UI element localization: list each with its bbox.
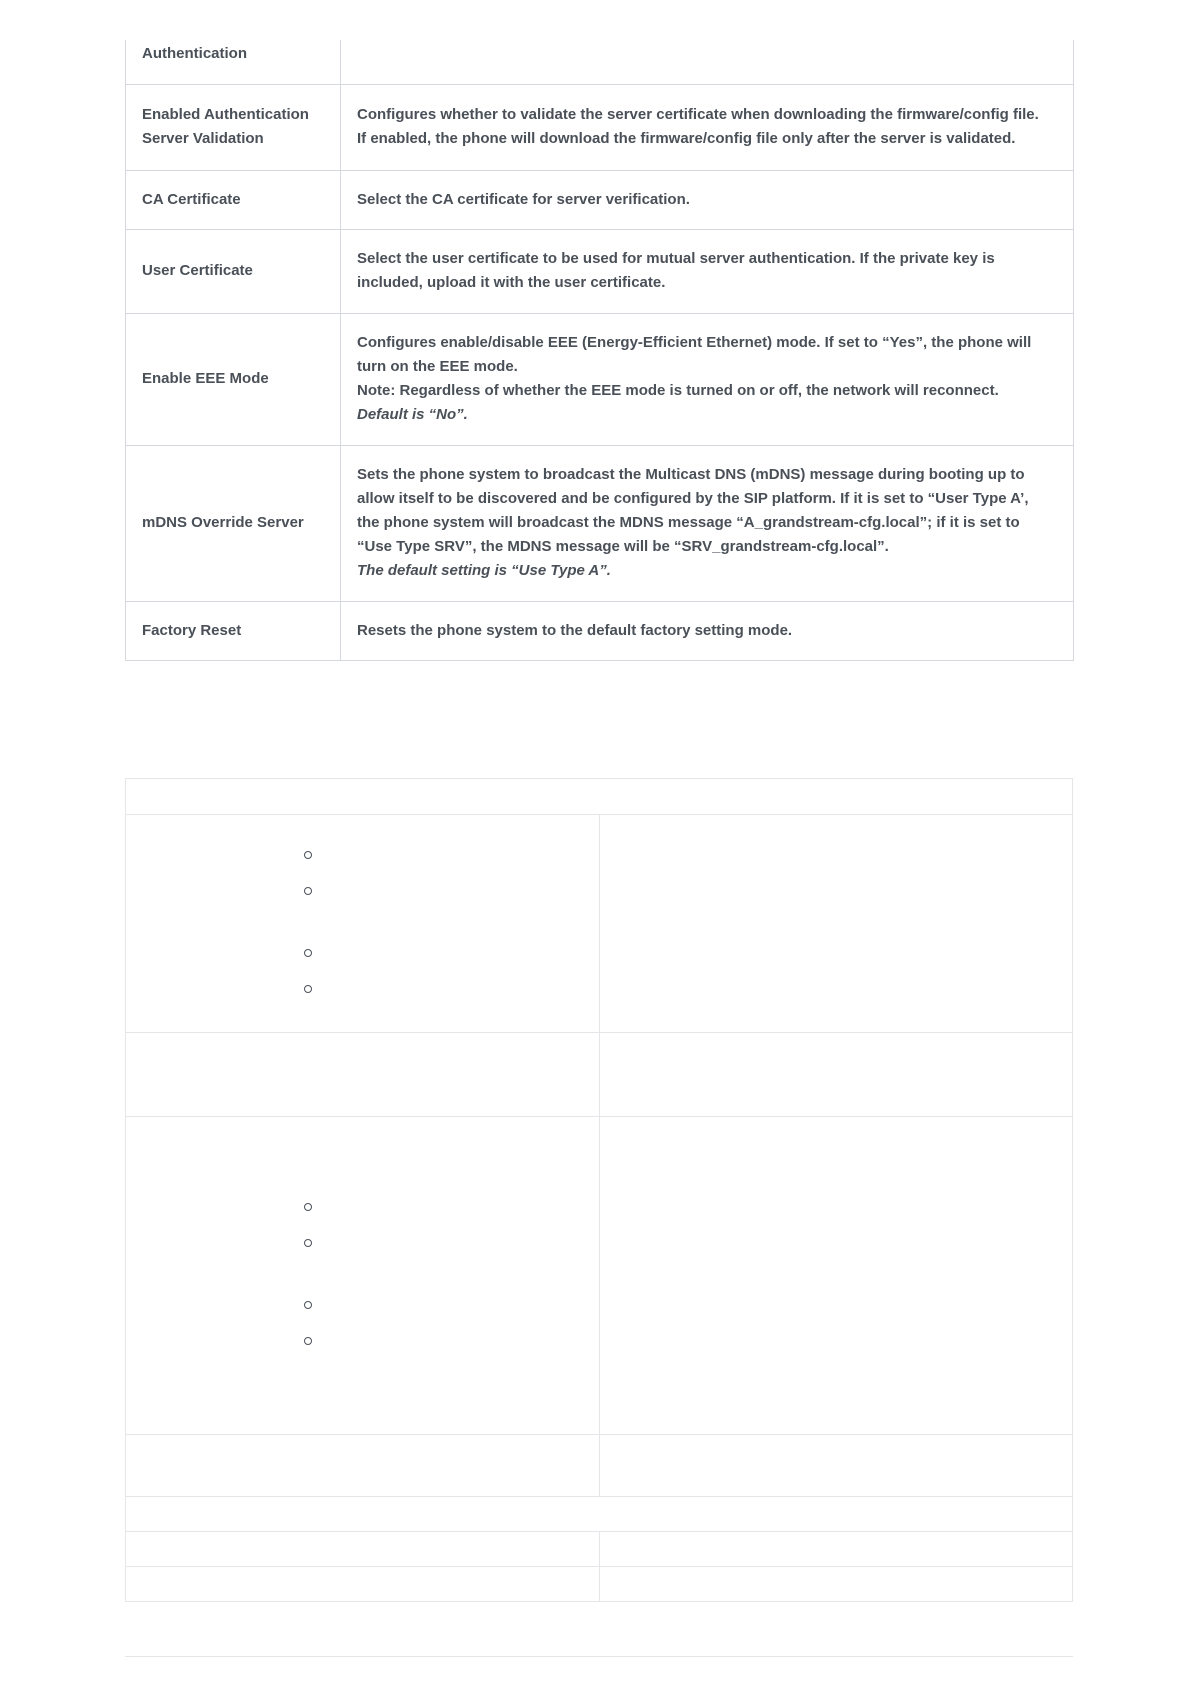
list-bullet-icon [304, 1203, 312, 1211]
footer-divider [125, 1656, 1073, 1657]
table-cell [599, 1567, 1073, 1602]
table-cell [599, 1532, 1073, 1567]
table-row [126, 815, 1073, 1033]
setting-description [341, 40, 1074, 84]
table-cell [126, 815, 600, 1033]
table-cell [599, 1117, 1073, 1435]
setting-description: Resets the phone system to the default factory setting mode. [341, 601, 1074, 660]
table-row [126, 601, 1074, 660]
list-bullet-icon [304, 985, 312, 993]
table-cell [126, 1567, 600, 1602]
setting-description: Sets the phone system to broadcast the Multicast DNS (mDNS) message during booting up to allow itself to be discovered and be configured by the SIP platform. If it is set to “User Type A’, the phone system will broadcast the MDNS message “A_grandstream-cfg.local”; if it is set to “Use Type SRV”, the MDNS message will be “SRV_grandstream-cfg.local”. The default setting is “Use Type A”. [341, 445, 1074, 601]
list-bullet-icon [304, 1337, 312, 1345]
table-row [126, 1033, 1073, 1117]
table-section-cell [126, 1497, 1073, 1532]
setting-label: Factory Reset [126, 601, 341, 660]
setting-label: Enable EEE Mode [126, 313, 341, 445]
table-row [126, 1117, 1073, 1435]
setting-label: Authentication [126, 40, 341, 84]
table-cell [126, 1117, 600, 1435]
table-row [126, 170, 1074, 229]
list-bullet-icon [304, 949, 312, 957]
setting-description: Select the user certificate to be used for mutual server authentication. If the private key is included, upload it with the user certificate. [341, 229, 1074, 313]
setting-label: CA Certificate [126, 170, 341, 229]
table-header-cell [126, 779, 1073, 815]
table-row [126, 84, 1074, 170]
table-row [126, 313, 1074, 445]
setting-description: Configures whether to validate the server certificate when downloading the firmware/config file. If enabled, the phone will download the firmware/config file only after the server is validated. [341, 84, 1074, 170]
table-row [126, 1435, 1073, 1497]
setting-description: Configures enable/disable EEE (Energy-Efficient Ethernet) mode. If set to “Yes”, the phone will turn on the EEE mode. Note: Regardless of whether the EEE mode is turned on or off, the network will reconnect. Default is “No”. [341, 313, 1074, 445]
table-row [126, 1497, 1073, 1532]
table-cell [126, 1532, 600, 1567]
table-row [126, 1567, 1073, 1602]
setting-label: mDNS Override Server [126, 445, 341, 601]
table-row [126, 445, 1074, 601]
table-cell [599, 1435, 1073, 1497]
list-bullet-icon [304, 1239, 312, 1247]
list-bullet-icon [304, 851, 312, 859]
table-cell [599, 1033, 1073, 1117]
list-bullet-icon [304, 887, 312, 895]
table-row [126, 40, 1074, 84]
settings-table [125, 40, 1074, 661]
table-cell [126, 1435, 600, 1497]
setting-description: Select the CA certificate for server verification. [341, 170, 1074, 229]
empty-table [125, 778, 1073, 1602]
table-cell [599, 815, 1073, 1033]
table-row [126, 1532, 1073, 1567]
table-cell [126, 1033, 600, 1117]
setting-label: Enabled Authentication Server Validation [126, 84, 341, 170]
table-row [126, 229, 1074, 313]
setting-label: User Certificate [126, 229, 341, 313]
list-bullet-icon [304, 1301, 312, 1309]
table-row [126, 779, 1073, 815]
